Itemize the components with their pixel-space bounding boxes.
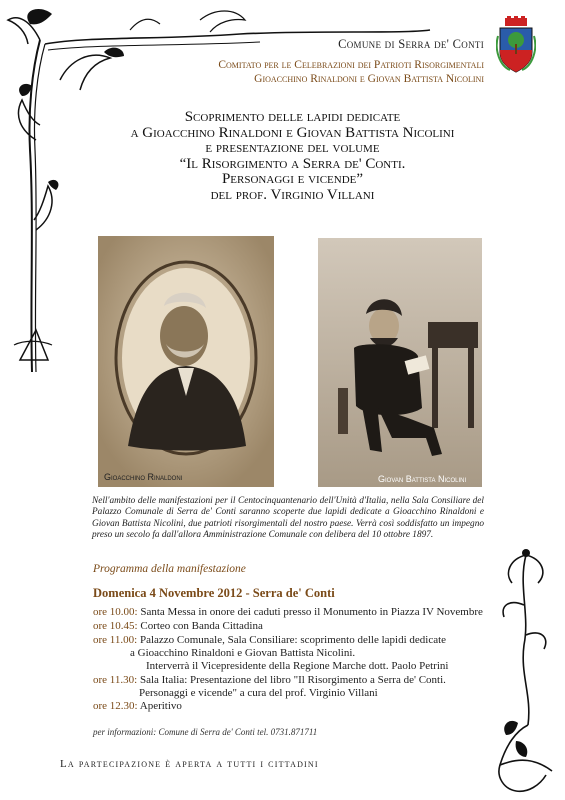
program-time: ore 10.45: (93, 620, 138, 632)
portrait-rinaldoni-image (98, 236, 274, 487)
title-line-2: a Gioacchino Rinaldoni e Giovan Battista Nicolini (130, 124, 455, 141)
program-item (93, 674, 446, 686)
program-heading: Programma della manifestazione (93, 563, 246, 575)
title-line-6: del prof. Virginio Villani (210, 186, 375, 203)
event-title (100, 110, 485, 203)
program-text: Corteo con Banda Cittadina (140, 620, 263, 632)
program-time: ore 11.30: (93, 674, 138, 686)
program-item (93, 606, 483, 618)
program-text: a Gioacchino Rinaldoni e Giovan Battista Nicolini. (130, 647, 356, 659)
title-line-4: “Il Risorgimento a Serra de' Conti. (179, 155, 406, 172)
footer-note: La partecipazione è aperta a tutti i cittadini (60, 758, 319, 770)
program-item (93, 620, 263, 632)
title-line-3: e presentazione del volume (205, 140, 380, 156)
committee-line-1: Comitato per le Celebrazioni dei Patrioti Risorgimentali (218, 59, 484, 71)
committee-heading (200, 58, 484, 86)
title-line-5: Personaggi e vicende” (221, 171, 364, 187)
program-item (93, 700, 182, 712)
program-text: Interverrà il Vicepresidente della Regione Marche dott. Paolo Petrini (146, 660, 449, 672)
program-item (93, 634, 446, 646)
program-item-continued (130, 647, 355, 659)
caption-rinaldoni: Gioacchino Rinaldoni (104, 472, 183, 482)
caption-nicolini: Giovan Battista Nicolini (378, 474, 467, 484)
program-text: Personaggi e vicende" a cura del prof. Virginio Villani (139, 687, 378, 699)
title-line-1: Scoprimento delle lapidi dedicate (184, 109, 401, 125)
program-text: Aperitivo (139, 700, 182, 712)
program-item-continued (139, 687, 378, 699)
committee-line-2: Gioacchino Rinaldoni e Giovan Battista Nicolini (254, 73, 484, 85)
ornamental-figure-bottom-right (480, 545, 565, 800)
portrait-rinaldoni (98, 236, 274, 487)
program-date: Domenica 4 Novembre 2012 - Serra de' Conti (93, 586, 335, 600)
intro-paragraph: Nell'ambito delle manifestazioni per il Centocinquantenario dell'Unità d'Italia, nella Sala Consiliare del Palazzo Comunale di Serra de' Conti saranno scoperte due lapidi dedicate a Gioacchino Rinaldoni e Giovan Battista Nicolini, due patrioti risorgimentali del nostro paese. Verrà così soddisfatto un impegno preso un secolo fa dall'allora Amministrazione Comunale con delibera del 10 ottobre 1897. (92, 496, 484, 541)
program-text: Palazzo Comunale, Sala Consiliare: scoprimento delle lapidi dedicate (139, 634, 447, 646)
comune-name: Comune di Serra de' Conti (338, 37, 484, 51)
program-text: Santa Messa in onore dei caduti presso il Monumento in Piazza IV Novembre (140, 606, 483, 618)
portrait-nicolini (318, 238, 482, 487)
program-item-continued (146, 660, 448, 672)
program-time: ore 11.00: (93, 634, 138, 646)
program-time: ore 12.30: (93, 700, 138, 712)
program-time: ore 10.00: (93, 606, 138, 618)
municipal-crest-icon (496, 16, 536, 74)
contact-info: per informazioni: Comune di Serra de' Conti tel. 0731.871711 (93, 727, 318, 737)
program-text: Sala Italia: Presentazione del libro "Il Risorgimento a Serra de' Conti. (139, 674, 446, 686)
portrait-nicolini-image (318, 238, 482, 487)
